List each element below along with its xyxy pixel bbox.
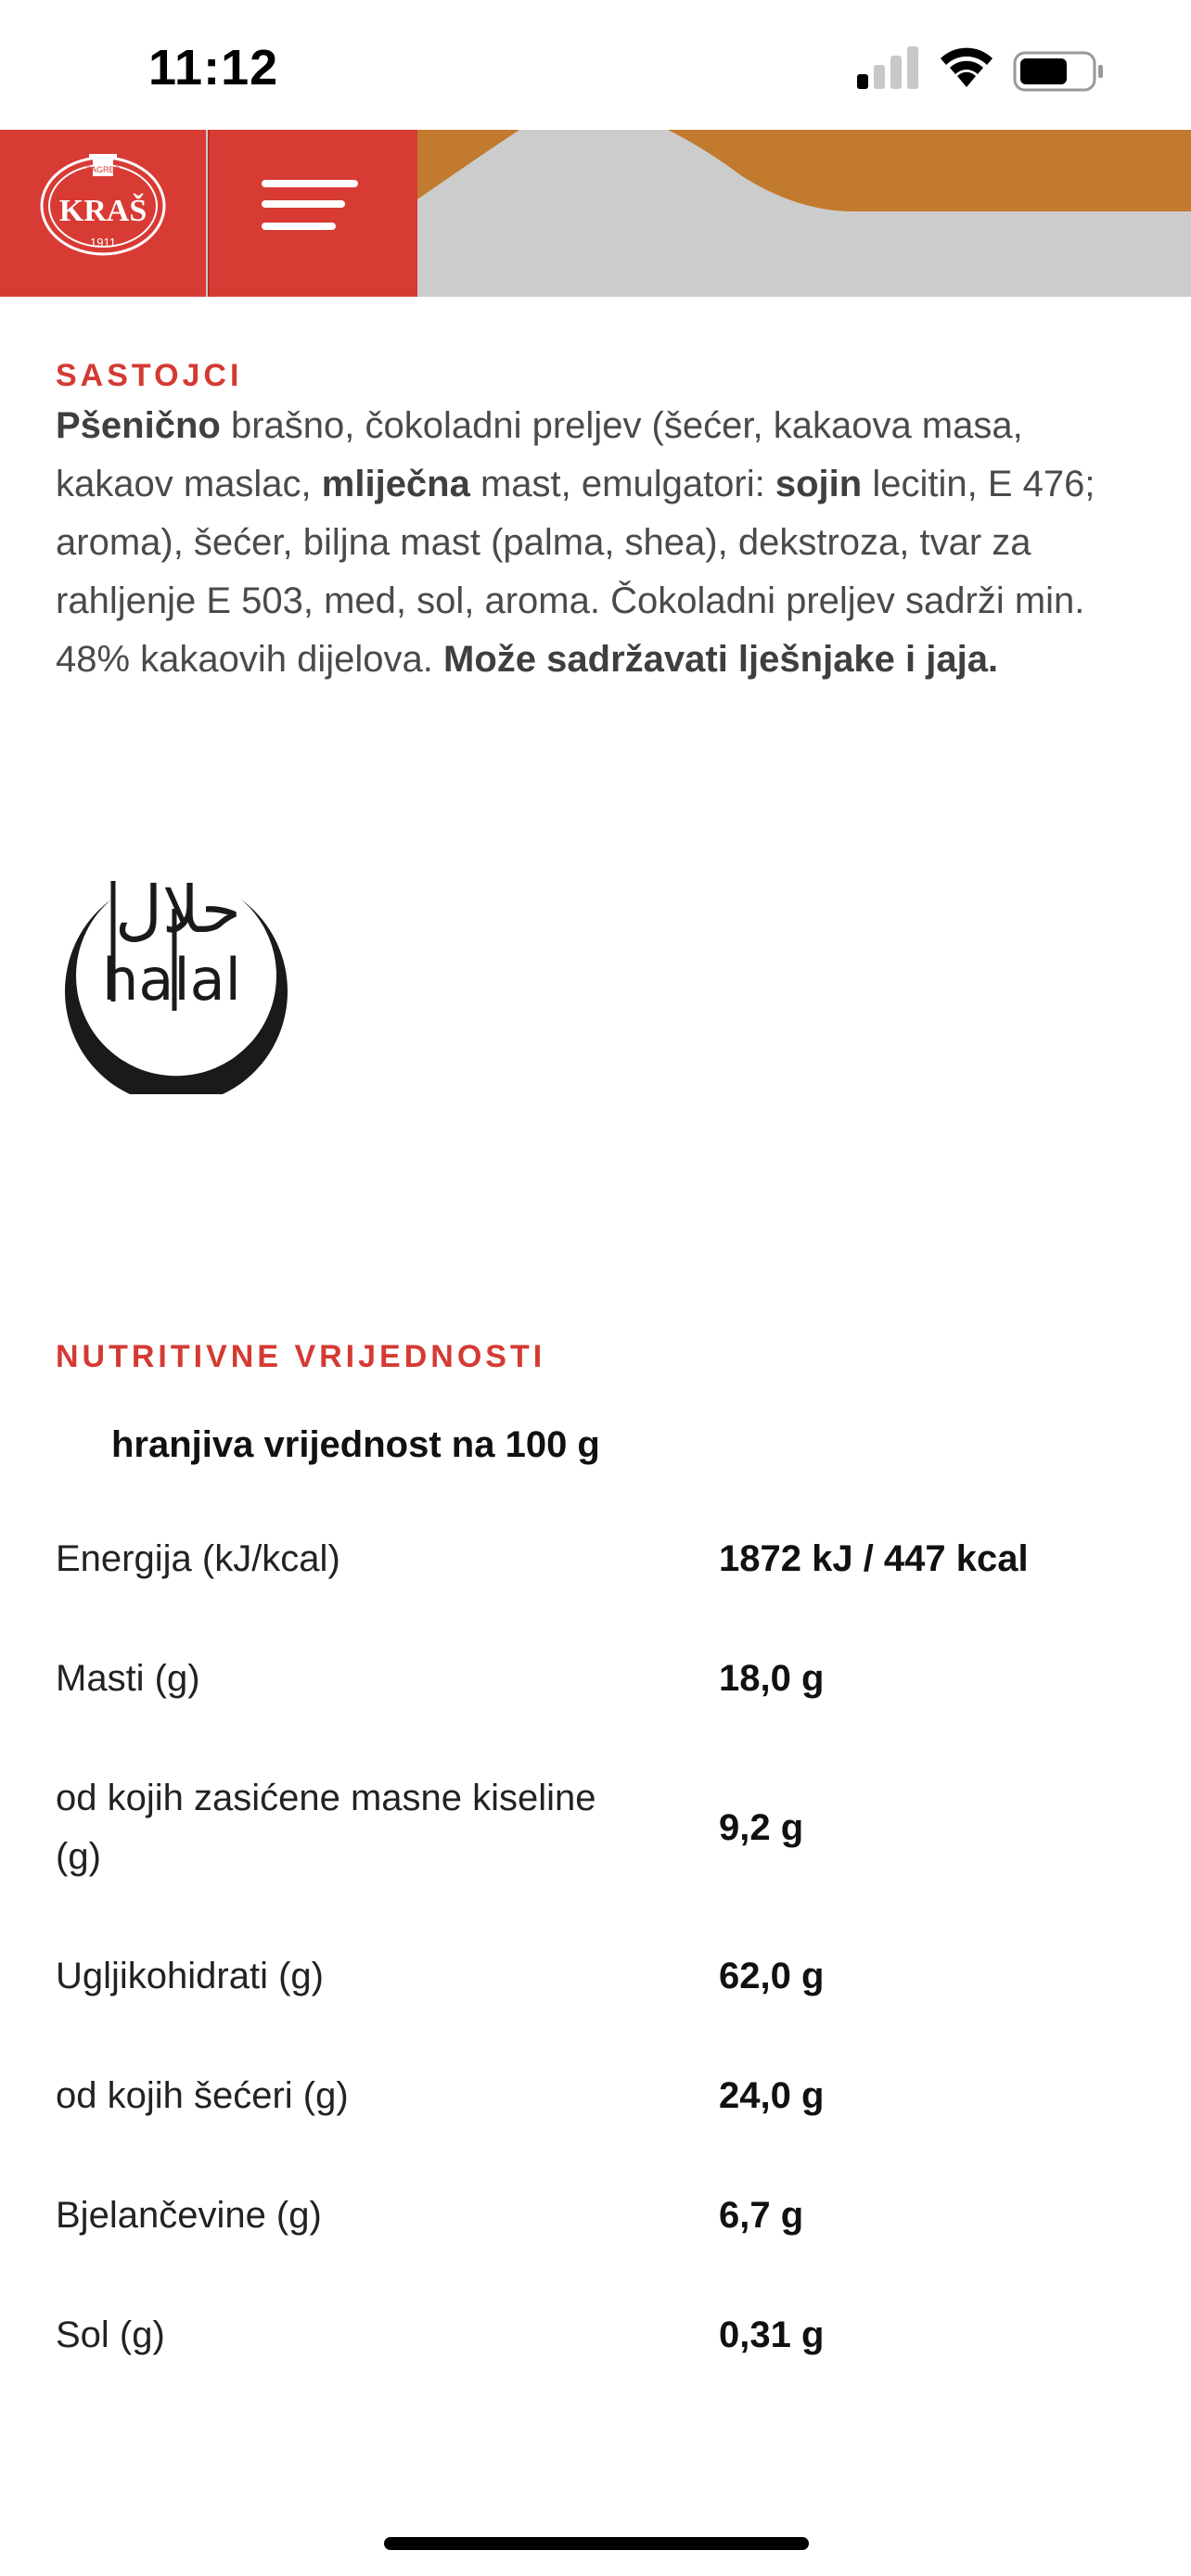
hamburger-menu-icon-line [262,200,345,208]
nutrition-value: 1872 kJ / 447 kcal [719,1538,1029,1579]
nutrition-value: 24,0 g [719,2075,825,2116]
nutrition-value: 62,0 g [719,1956,825,1996]
status-time: 11:12 [148,40,279,96]
nutrition-label: Bjelančevine (g) [56,2195,322,2236]
halal-latin-text: halal [102,946,241,1014]
ingredient-bold: Pšenično [56,405,221,446]
nutrition-value: 18,0 g [719,1658,825,1699]
logo-text: KRAŠ [58,194,147,228]
hamburger-menu-icon [262,180,358,187]
status-bar [0,0,1191,130]
battery-icon [1013,51,1106,92]
kras-logo-icon [0,130,206,297]
halal-certification-logo [56,844,297,1094]
ingredient-text: brašno, čokoladni preljev (šećer, kakaova masa, kakaov maslac, [56,405,1023,504]
ingredient-text: lecitin, E 476; aroma), šećer, biljna mast (palma, shea), dekstroza, tvar za rahljenje E 503, med, sol, aroma. Čokoladni preljev sadrži min. 48% kakaovih dijelova. [56,464,1095,680]
nutrition-value: 0,31 g [719,2315,825,2355]
nutrition-value: 6,7 g [719,2195,804,2236]
menu-button[interactable] [208,130,417,297]
home-indicator[interactable] [384,2537,809,2550]
logo-top-text: ZAGREB [85,165,121,174]
site-header [0,130,1191,297]
ingredients-text [56,397,1113,689]
ingredient-text: mast, emulgatori: [469,464,775,504]
nutrition-subtitle: hranjiva vrijednost na 100 g [111,1424,600,1465]
ingredients-title: SASTOJCI [56,358,243,393]
logo-year: 1911 [90,236,116,249]
nutrition-label: Ugljikohidrati (g) [56,1956,324,1996]
halal-arabic-text: حلال [115,872,241,948]
hamburger-menu-icon-line [262,223,336,230]
ingredient-bold: mliječna [321,464,470,504]
nutrition-label: od kojih šećeri (g) [56,2075,349,2116]
nutrition-value: 9,2 g [719,1807,804,1848]
cellular-signal-icon [855,45,920,91]
nutrition-label: Energija (kJ/kcal) [56,1538,340,1579]
kras-logo[interactable] [0,130,206,297]
ingredient-bold: sojin [775,464,863,504]
nutrition-label-line: (g) [56,1836,101,1877]
nutrition-label: Masti (g) [56,1658,200,1699]
nutrition-title: NUTRITIVNE VRIJEDNOSTI [56,1339,546,1374]
nutrition-label: Sol (g) [56,2315,165,2355]
allergen-warning: Može sadržavati lješnjake i jaja. [443,639,999,680]
wifi-icon [937,45,996,91]
nutrition-label-line: od kojih zasićene masne kiseline [56,1778,596,1818]
nutrition-label [56,1769,686,1886]
